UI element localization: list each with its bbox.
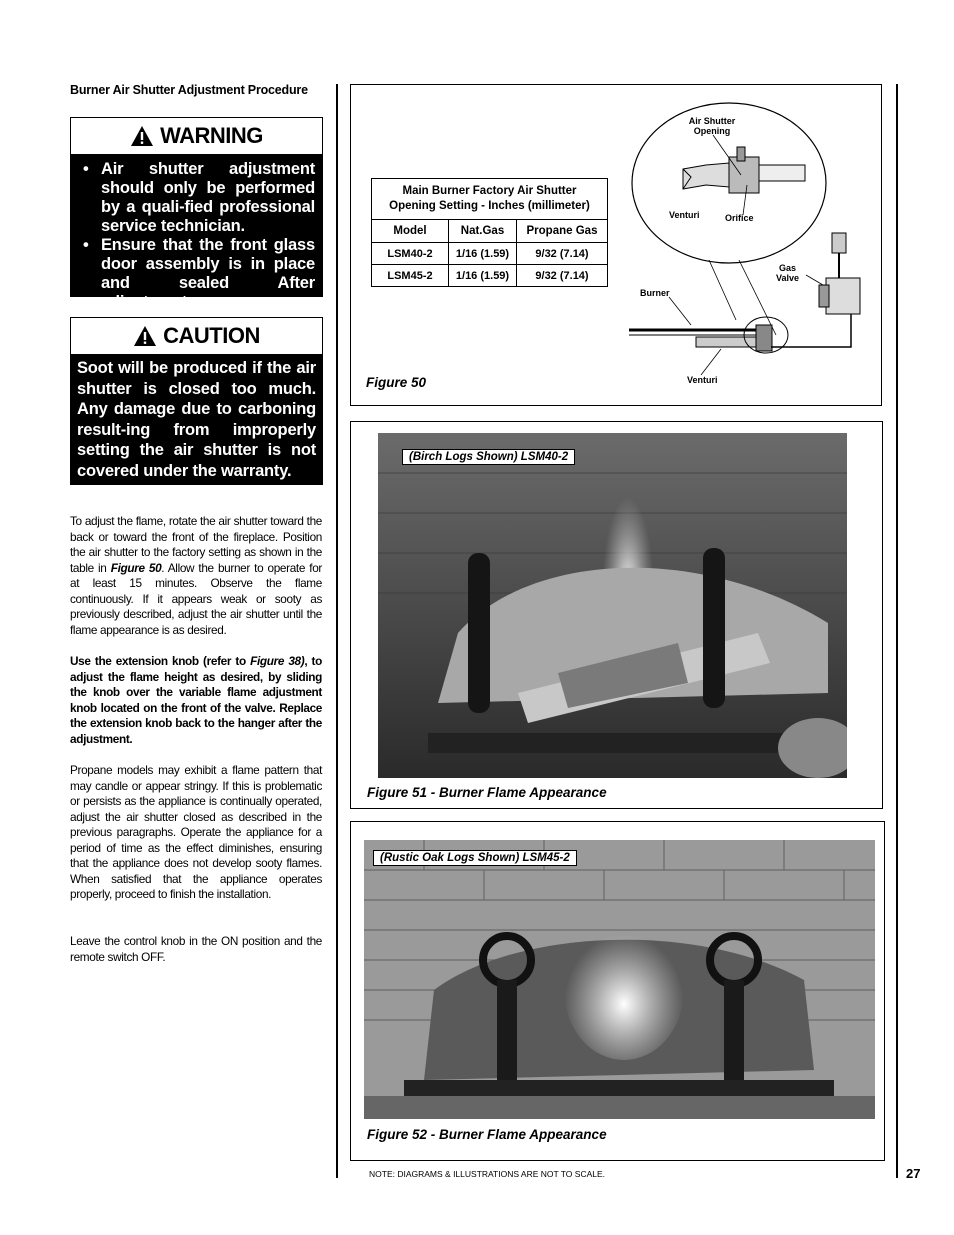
- table-header-propane: Propane Gas: [517, 220, 608, 243]
- orifice-label: Orifice: [725, 213, 754, 223]
- caution-title: CAUTION: [163, 323, 260, 348]
- warning-box: [70, 117, 323, 311]
- venturi-label-bottom: Venturi: [687, 375, 718, 385]
- paragraph-propane: Propane models may exhibit a flame pattern that may candle or appear stringy. If this is problematic or persists as the appliance is continually operated, adjust the air shutter closed as described in the previous paragraphs. Operate the appliance for a period of time as the effect diminishes, ensuring that the appliance does not develop sooty flames. When satisfied that the appliance operates properly, proceed to finish the installation.: [70, 763, 322, 901]
- table-cell: 1/16 (1.59): [449, 243, 517, 265]
- warning-header: [71, 118, 322, 154]
- page-number: 27: [906, 1166, 921, 1181]
- paragraph-adjust-flame: To adjust the flame, rotate the air shutter toward the back or toward the front of the fireplace. Position the air shutter to the factory setting as shown in the table in Figure 50. Allow the burner to operate for at least 15 minutes. Observe the flame continuously. If it appears weak or sooty as previously described, adjust the air shutter until the flame appearance is as desired.: [70, 514, 322, 637]
- table-row: [372, 265, 608, 287]
- rustic-oak-logs-photo: [364, 840, 875, 1119]
- caution-triangle-icon: [133, 325, 157, 347]
- warning-title: WARNING: [160, 123, 263, 148]
- table-cell: 1/16 (1.59): [449, 265, 517, 287]
- table-header-model: Model: [372, 220, 449, 243]
- warning-triangle-icon: [130, 125, 154, 147]
- figure-38-reference: Figure 38): [250, 654, 305, 668]
- table-cell: LSM40-2: [372, 243, 449, 265]
- figure-50-caption: Figure 50: [366, 375, 427, 390]
- table-header-natgas: Nat.Gas: [449, 220, 517, 243]
- air-shutter-settings-table: [371, 178, 608, 287]
- figure-51-caption: Figure 51 - Burner Flame Appearance: [367, 785, 607, 800]
- birch-logs-photo: [378, 433, 847, 778]
- left-column-rule: [336, 84, 338, 1178]
- paragraph-control-knob: Leave the control knob in the ON position and the remote switch OFF.: [70, 934, 322, 964]
- warning-body: [71, 154, 322, 318]
- section-heading: Burner Air Shutter Adjustment Procedure: [70, 83, 308, 97]
- figure-51-box: [350, 421, 883, 809]
- table-row: [372, 243, 608, 265]
- warning-item: • Air shutter adjustment should only be performed by a quali-fied professional service technician.: [78, 160, 315, 236]
- table-cell: 9/32 (7.14): [517, 265, 608, 287]
- table-cell: LSM45-2: [372, 265, 449, 287]
- venturi-label-top: Venturi: [669, 210, 700, 220]
- figure-50-reference: Figure 50: [110, 560, 162, 575]
- figure-51-photo-label: (Birch Logs Shown) LSM40-2: [402, 449, 575, 465]
- caution-box: [70, 317, 323, 485]
- table-cell: 9/32 (7.14): [517, 243, 608, 265]
- right-column-rule: [896, 84, 898, 1178]
- caution-body: Soot will be produced if the air shutter is closed too much. Any damage due to carboning result-ing from improperly setting the air shutter is not covered under the warranty.: [77, 359, 316, 480]
- scale-footnote: NOTE: DIAGRAMS & ILLUSTRATIONS ARE NOT TO SCALE.: [369, 1169, 606, 1179]
- paragraph-extension-knob: Use the extension knob (refer to Figure 38), to adjust the flame height as desired, by sliding the knob over the variable flame adjustment knob located on the front of the valve. Replace the extension knob back to the hanger after the adjustment.: [70, 654, 322, 746]
- warning-item: • Ensure that the front glass door assembly is in place and sealed After adjustment.: [78, 236, 315, 312]
- figure-52-caption: Figure 52 - Burner Flame Appearance: [367, 1127, 607, 1142]
- figure-52-box: [350, 821, 885, 1161]
- table-title: Main Burner Factory Air Shutter Opening Setting - Inches (millimeter): [372, 179, 608, 220]
- burner-label: Burner: [640, 288, 670, 298]
- gas-valve-label: Gas Valve: [776, 263, 800, 283]
- air-shutter-opening-label: Air Shutter Opening: [688, 116, 736, 136]
- figure-52-photo-label: (Rustic Oak Logs Shown) LSM45-2: [373, 850, 577, 866]
- caution-header: [71, 318, 322, 354]
